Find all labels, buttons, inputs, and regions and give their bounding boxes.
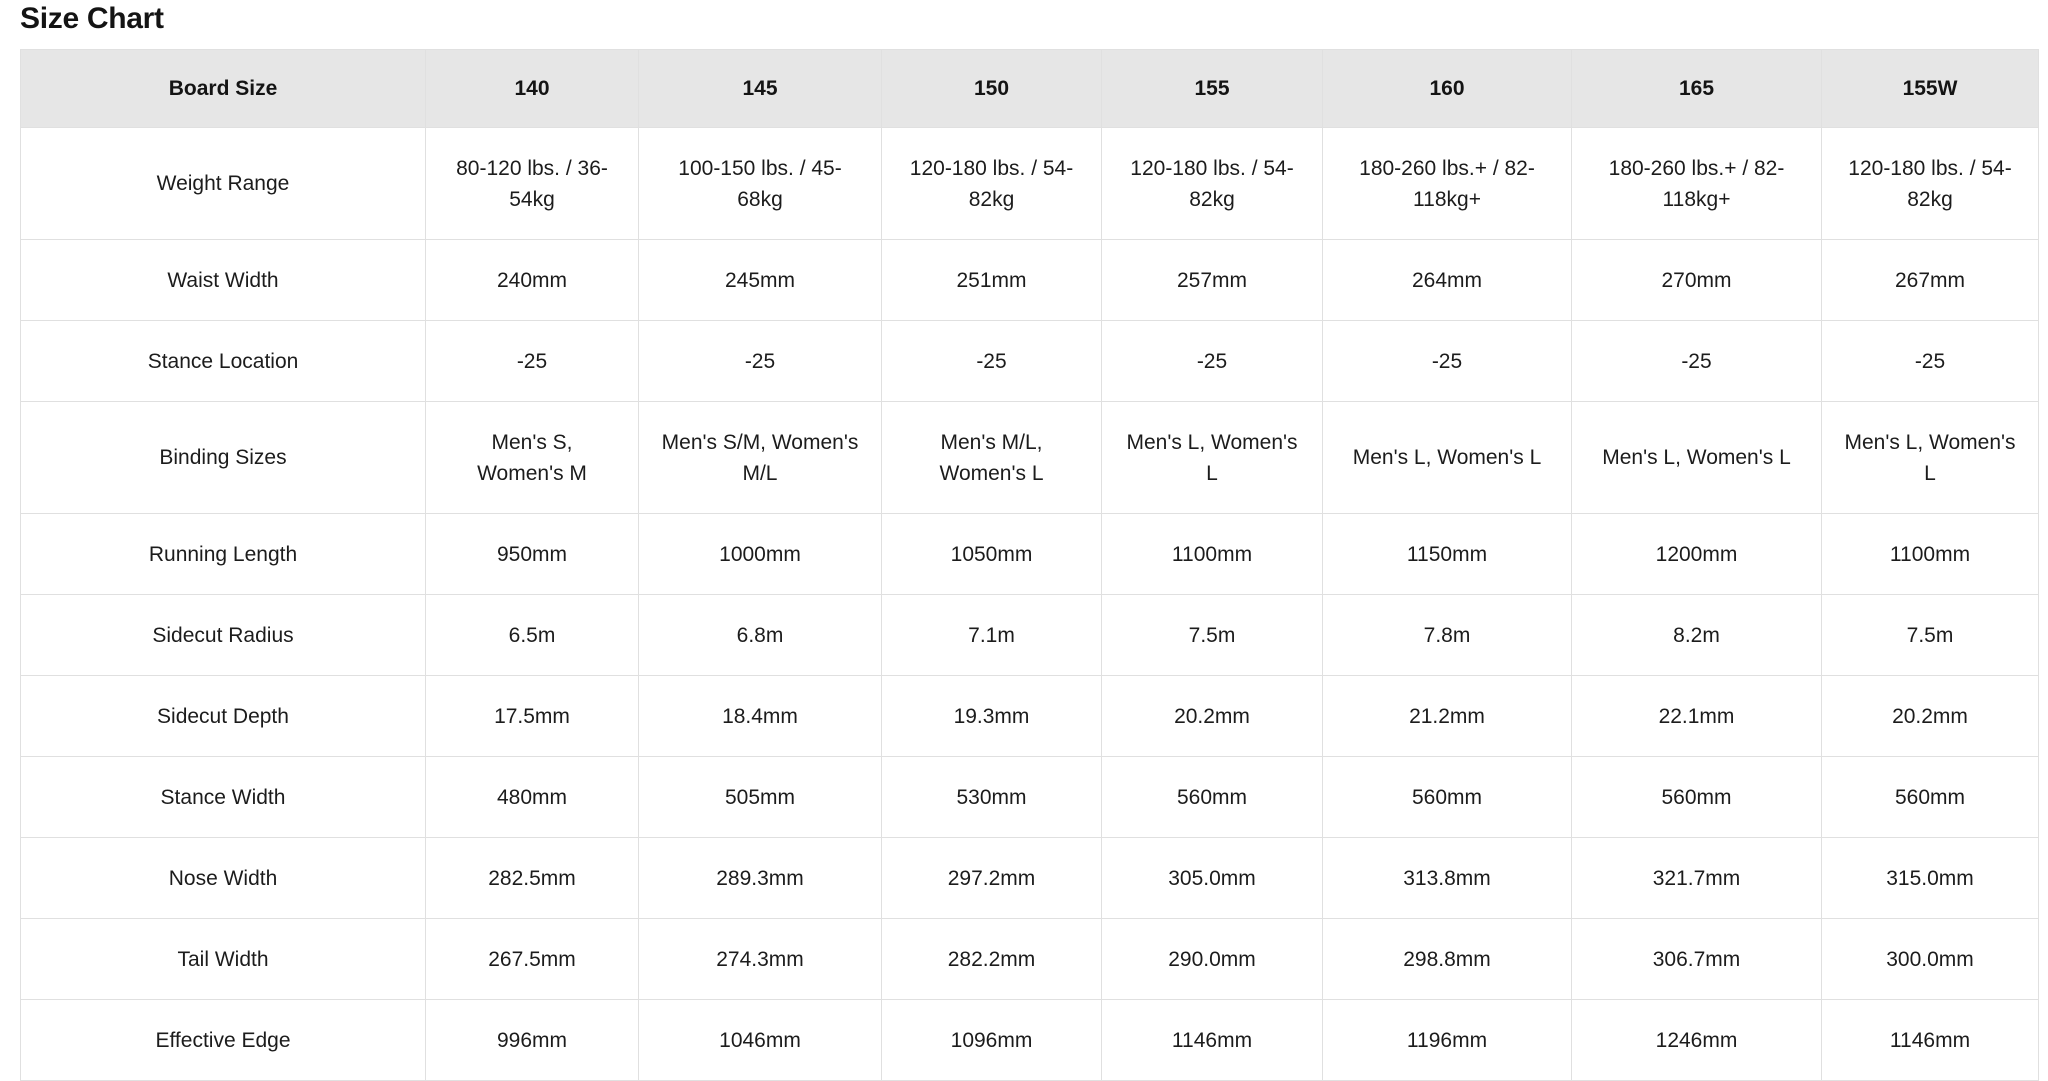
table-header-row xyxy=(21,50,2039,128)
table-cell: 480mm xyxy=(426,757,639,838)
table-cell: 1000mm xyxy=(639,514,882,595)
table-cell: 6.5m xyxy=(426,595,639,676)
table-cell: 7.5m xyxy=(1822,595,2039,676)
row-label: Nose Width xyxy=(21,838,426,919)
table-row xyxy=(21,838,2039,919)
table-cell: -25 xyxy=(639,321,882,402)
table-cell: 300.0mm xyxy=(1822,919,2039,1000)
table-cell: 274.3mm xyxy=(639,919,882,1000)
table-cell: Men's S/M, Women's M/L xyxy=(639,402,882,514)
table-cell: 321.7mm xyxy=(1572,838,1822,919)
table-cell: 298.8mm xyxy=(1323,919,1572,1000)
table-cell: 950mm xyxy=(426,514,639,595)
table-row xyxy=(21,757,2039,838)
table-cell: 264mm xyxy=(1323,240,1572,321)
table-cell: 19.3mm xyxy=(882,676,1102,757)
table-cell: 313.8mm xyxy=(1323,838,1572,919)
table-cell: 505mm xyxy=(639,757,882,838)
table-cell: -25 xyxy=(1572,321,1822,402)
table-cell: 315.0mm xyxy=(1822,838,2039,919)
table-cell: 1100mm xyxy=(1102,514,1323,595)
table-row xyxy=(21,128,2039,240)
table-cell: 120-180 lbs. / 54-82kg xyxy=(1822,128,2039,240)
table-cell: 180-260 lbs.+ / 82-118kg+ xyxy=(1323,128,1572,240)
table-cell: 1196mm xyxy=(1323,1000,1572,1081)
table-cell: 180-260 lbs.+ / 82-118kg+ xyxy=(1572,128,1822,240)
table-cell: 1100mm xyxy=(1822,514,2039,595)
table-cell: 1096mm xyxy=(882,1000,1102,1081)
table-cell: 20.2mm xyxy=(1102,676,1323,757)
table-cell: 22.1mm xyxy=(1572,676,1822,757)
row-label: Binding Sizes xyxy=(21,402,426,514)
table-cell: 120-180 lbs. / 54-82kg xyxy=(882,128,1102,240)
row-label: Waist Width xyxy=(21,240,426,321)
column-header: 165 xyxy=(1572,50,1822,128)
row-label: Stance Location xyxy=(21,321,426,402)
table-cell: 1146mm xyxy=(1822,1000,2039,1081)
table-cell: 1246mm xyxy=(1572,1000,1822,1081)
table-row xyxy=(21,595,2039,676)
table-cell: 270mm xyxy=(1572,240,1822,321)
table-cell: 1146mm xyxy=(1102,1000,1323,1081)
table-cell: 289.3mm xyxy=(639,838,882,919)
table-cell: -25 xyxy=(1822,321,2039,402)
row-label: Stance Width xyxy=(21,757,426,838)
table-cell: 290.0mm xyxy=(1102,919,1323,1000)
table-row xyxy=(21,321,2039,402)
table-cell: 297.2mm xyxy=(882,838,1102,919)
table-cell: 267.5mm xyxy=(426,919,639,1000)
table-cell: 7.5m xyxy=(1102,595,1323,676)
table-cell: Men's L, Women's L xyxy=(1572,402,1822,514)
table-cell: -25 xyxy=(426,321,639,402)
row-label: Tail Width xyxy=(21,919,426,1000)
table-cell: 560mm xyxy=(1822,757,2039,838)
row-label: Running Length xyxy=(21,514,426,595)
table-cell: 267mm xyxy=(1822,240,2039,321)
page-title: Size Chart xyxy=(20,2,164,35)
table-cell: Men's M/L, Women's L xyxy=(882,402,1102,514)
table-cell: 21.2mm xyxy=(1323,676,1572,757)
row-label: Sidecut Radius xyxy=(21,595,426,676)
table-cell: Men's L, Women's L xyxy=(1822,402,2039,514)
table-cell: 1046mm xyxy=(639,1000,882,1081)
table-cell: 18.4mm xyxy=(639,676,882,757)
table-cell: 282.5mm xyxy=(426,838,639,919)
table-cell: 560mm xyxy=(1102,757,1323,838)
table-cell: 305.0mm xyxy=(1102,838,1323,919)
row-label: Weight Range xyxy=(21,128,426,240)
column-header: 155 xyxy=(1102,50,1323,128)
row-label: Effective Edge xyxy=(21,1000,426,1081)
table-row xyxy=(21,919,2039,1000)
table-cell: 257mm xyxy=(1102,240,1323,321)
table-cell: 8.2m xyxy=(1572,595,1822,676)
table-cell: 17.5mm xyxy=(426,676,639,757)
table-cell: 560mm xyxy=(1323,757,1572,838)
table-cell: 1150mm xyxy=(1323,514,1572,595)
table-cell: 7.1m xyxy=(882,595,1102,676)
table-row xyxy=(21,514,2039,595)
table-cell: Men's L, Women's L xyxy=(1323,402,1572,514)
table-cell: Men's L, Women's L xyxy=(1102,402,1323,514)
column-header-board-size: Board Size xyxy=(21,50,426,128)
table-cell: 245mm xyxy=(639,240,882,321)
table-cell: -25 xyxy=(882,321,1102,402)
column-header: 155W xyxy=(1822,50,2039,128)
table-row xyxy=(21,402,2039,514)
table-cell: Men's S, Women's M xyxy=(426,402,639,514)
table-cell: 7.8m xyxy=(1323,595,1572,676)
row-label: Sidecut Depth xyxy=(21,676,426,757)
table-cell: 530mm xyxy=(882,757,1102,838)
column-header: 145 xyxy=(639,50,882,128)
table-cell: 996mm xyxy=(426,1000,639,1081)
table-row xyxy=(21,240,2039,321)
table-cell: 1050mm xyxy=(882,514,1102,595)
column-header: 160 xyxy=(1323,50,1572,128)
size-chart-table xyxy=(20,49,2039,1081)
table-row xyxy=(21,1000,2039,1081)
table-cell: -25 xyxy=(1323,321,1572,402)
table-row xyxy=(21,676,2039,757)
table-cell: 6.8m xyxy=(639,595,882,676)
table-cell: 1200mm xyxy=(1572,514,1822,595)
table-cell: 240mm xyxy=(426,240,639,321)
column-header: 150 xyxy=(882,50,1102,128)
table-cell: -25 xyxy=(1102,321,1323,402)
table-cell: 20.2mm xyxy=(1822,676,2039,757)
table-cell: 80-120 lbs. / 36-54kg xyxy=(426,128,639,240)
table-cell: 120-180 lbs. / 54-82kg xyxy=(1102,128,1323,240)
table-cell: 251mm xyxy=(882,240,1102,321)
table-cell: 306.7mm xyxy=(1572,919,1822,1000)
column-header: 140 xyxy=(426,50,639,128)
table-cell: 560mm xyxy=(1572,757,1822,838)
table-cell: 282.2mm xyxy=(882,919,1102,1000)
table-cell: 100-150 lbs. / 45-68kg xyxy=(639,128,882,240)
